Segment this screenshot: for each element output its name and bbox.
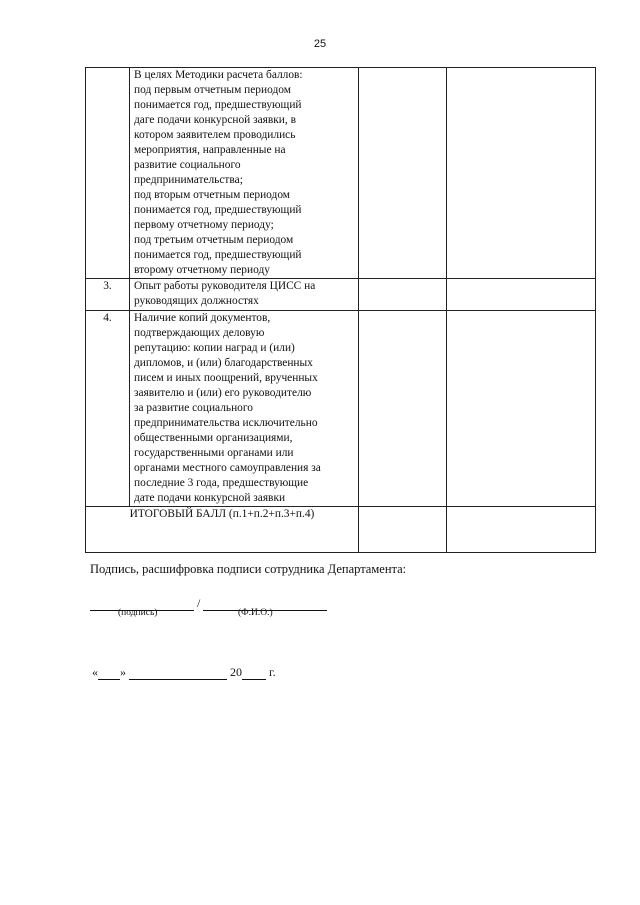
row-number: 4. xyxy=(86,311,130,507)
signature-title: Подпись, расшифровка подписи сотрудника Департамента: xyxy=(90,562,407,576)
row-number: 3. xyxy=(86,279,130,311)
close-quote: » xyxy=(120,665,126,679)
text-line: дипломов, и (или) благодарственных xyxy=(134,357,313,369)
name-caption: (Ф.И.О.) xyxy=(238,608,273,618)
signature-caption: (подпись) xyxy=(118,608,158,618)
table-row xyxy=(86,68,596,279)
text-line: подтверждающих деловую xyxy=(134,327,265,339)
text-line: органами местного самоуправления за xyxy=(134,462,321,474)
text-line: котором заявителем проводились xyxy=(134,129,296,141)
text-line: мероприятия, направленные на xyxy=(134,144,286,156)
text-line: государственными органами или xyxy=(134,447,294,459)
text-line: предпринимательства исключительно xyxy=(134,417,318,429)
year-blank xyxy=(242,667,266,680)
text-line: даге подачи конкурсной заявки, в xyxy=(134,114,296,126)
text-line: общественными организациями, xyxy=(134,432,293,444)
date-line xyxy=(92,665,276,680)
page-number: 25 xyxy=(313,38,327,50)
total-score-cell xyxy=(359,507,447,553)
row-description xyxy=(130,311,359,507)
text-line: писем и иных поощрений, врученных xyxy=(134,372,318,384)
text-line: руководящих должностях xyxy=(134,295,259,307)
text-line: понимается год, предшествующий xyxy=(134,204,302,216)
text-line: предпринимательства; xyxy=(134,174,243,186)
text-line: дате подачи конкурсной заявки xyxy=(134,492,286,504)
year-prefix: 20 xyxy=(230,665,242,679)
text-line: под третьим отчетным периодом xyxy=(134,234,294,246)
row-description xyxy=(130,68,359,279)
text-line: Опыт работы руководителя ЦИСС на xyxy=(134,280,316,292)
scoring-table xyxy=(85,67,596,553)
text-line: Наличие копий документов, xyxy=(134,312,271,324)
total-label: ИТОГОВЫЙ БАЛЛ (п.1+п.2+п.3+п.4) xyxy=(86,507,359,553)
total-row xyxy=(86,507,596,553)
text-line: понимается год, предшествующий xyxy=(134,249,302,261)
row-description xyxy=(130,279,359,311)
text-line: под первым отчетным периодом xyxy=(134,84,291,96)
month-blank xyxy=(129,667,227,680)
text-line: последние 3 года, предшествующие xyxy=(134,477,309,489)
day-blank xyxy=(98,667,120,680)
open-quote: « xyxy=(92,665,98,679)
table-row xyxy=(86,311,596,507)
text-line: за развитие социального xyxy=(134,402,253,414)
comment-cell xyxy=(447,311,596,507)
row-number xyxy=(86,68,130,279)
signature-separator: / xyxy=(197,596,201,610)
text-line: понимается год, предшествующий xyxy=(134,99,302,111)
score-cell xyxy=(359,279,447,311)
text-line: первому отчетному периоду; xyxy=(134,219,274,231)
text-line: заявителю и (или) его руководителю xyxy=(134,387,312,399)
text-line: В целях Методики расчета баллов: xyxy=(134,69,303,81)
comment-cell xyxy=(447,68,596,279)
text-line: репутацию: копии наград и (или) xyxy=(134,342,295,354)
text-line: развитие социального xyxy=(134,159,241,171)
table-row xyxy=(86,279,596,311)
score-cell xyxy=(359,68,447,279)
score-cell xyxy=(359,311,447,507)
comment-cell xyxy=(447,279,596,311)
year-suffix: г. xyxy=(269,665,276,679)
total-comment-cell xyxy=(447,507,596,553)
text-line: второму отчетному периоду xyxy=(134,264,270,276)
text-line: под вторым отчетным периодом xyxy=(134,189,291,201)
